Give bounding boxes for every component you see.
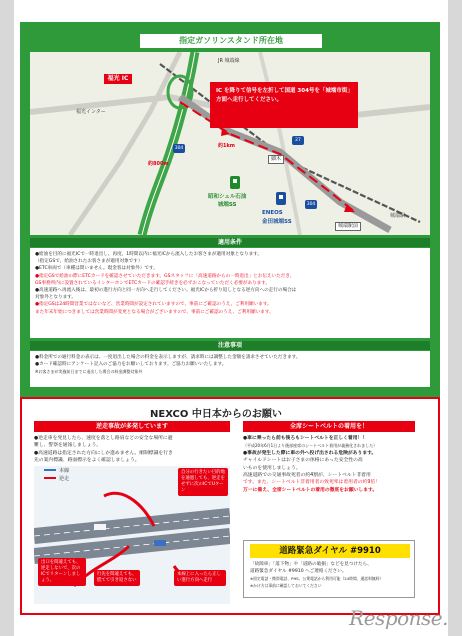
note-line: ●料金所での通行料金の表示は、一度退出した場合の料金を表示しますが、請求時には調整した金額を請求させていただきます。 xyxy=(35,355,301,360)
condition-line: （指定GSで、給油されたお客さまが適用対象です） xyxy=(35,259,143,265)
gas-station-1-icon xyxy=(230,176,240,189)
conditions-heading: 適用条件 xyxy=(30,238,430,247)
note-line: ●カード確認時にアンケート記入のご協力をお願いしております。ご協力お願いいたします。 xyxy=(35,362,227,368)
place-label-2: 城端駅前 xyxy=(335,222,361,231)
seatbelt-line: チャイルドシートはお子さまの体格にあった安全性の高 xyxy=(243,458,363,464)
diagram-note-3: 行先を間違えても、慌てて引き返さない xyxy=(94,570,140,586)
jr-line-label: JR 城端線 xyxy=(218,58,240,64)
diagram-note-4: 本線上に入ったら正しい進行方向へ走行 xyxy=(174,570,226,586)
wrong-way-diagram xyxy=(34,466,230,604)
condition-line: 対象外となります。 xyxy=(35,295,76,301)
seatbelt-heading: 全席シートベルトの着用を！ xyxy=(243,421,415,432)
route-badge-27: 27 xyxy=(292,136,304,145)
place-label-1: 細木 xyxy=(268,155,284,164)
emergency-dial-box xyxy=(243,540,415,598)
dial-line: ※かけ方は事前に確認しておいてください xyxy=(250,583,322,588)
map-title: 指定ガソリンスタンド所在地 xyxy=(140,34,322,48)
wrong-way-line: 難し、警察を通報しましょう。 xyxy=(34,443,102,449)
emergency-dial-title: 道路緊急ダイヤル #9910 xyxy=(250,544,410,558)
response-watermark: Response. xyxy=(349,606,448,630)
notes-heading: 注意事項 xyxy=(30,341,430,350)
seatbelt-line: ●車に乗ったら前も後ろもシートベルトを正しく着用！！ xyxy=(243,436,368,441)
gas-station-1-label: 昭和シェル石油 城端SS xyxy=(208,194,247,208)
condition-line: ●ETC車両で（車種は問いません。現金客は対象外）です。 xyxy=(35,266,158,272)
seatbelt-line: ●事故が発生した際に車の外へ投げ出される危険があります。 xyxy=(243,450,377,456)
dial-line: ※固定電話・携帯電話、PHS、公衆電話から利用可能（24時間、通話料無料） xyxy=(250,576,384,581)
wrong-way-heading: 逆走事故が多発しています xyxy=(34,421,230,432)
emergency-dial-text xyxy=(250,561,410,589)
route-callout: IC を降りて信号を左折して国道 304号を「城端市街」方面へ走行してください。 xyxy=(210,82,358,128)
ic-tag: 福光 IC xyxy=(104,74,132,84)
dial-line: 「故障車」「落下物」や「道路の破損」などを見つけたら、 xyxy=(250,562,372,567)
wrong-way-text xyxy=(34,435,232,465)
condition-line: ●高速道路へ再流入後は、最初の進行方向と同一方向へ走行してください。福光ICから折り返しとなる逆方向への走行の場合は xyxy=(35,288,297,294)
distance-label-1: 約1km xyxy=(218,143,236,149)
route-badge-304: 304 xyxy=(174,146,184,151)
wrong-way-line: 先の案内標識、路面標示をよく確認しましょう。 xyxy=(34,458,140,464)
conditions-box xyxy=(30,248,430,338)
condition-line: GS事務所内に設置されているインターホンでETCカードの確認手続きを必ずおこなっていただく必要があります。 xyxy=(35,280,271,286)
wrong-way-line: ●逆走車を発見したら、速度を落とし路肩などの安全な場所に避 xyxy=(34,436,173,441)
area-map xyxy=(30,52,430,235)
wrong-way-line: ●高速道路は指定された方向にしか進めません。順制標識を行き xyxy=(34,450,173,456)
condition-line: また年末年始につきましては営業時間が変更となる場合がございますので、事前にご確認のうえ、ご利用願います。 xyxy=(35,309,274,315)
gas-station-2-icon xyxy=(276,192,286,205)
seatbelt-line: （平成20年6月1日より後部座席のシートベルト着用が義務化されました） xyxy=(243,443,378,449)
nexco-title: NEXCO 中日本からのお願い xyxy=(150,409,282,420)
seatbelt-line: です。また、シートベルト非着用者の致死率は着用者の約9倍！ xyxy=(243,480,380,486)
seatbelt-text xyxy=(243,435,417,494)
dial-line: 道路緊急ダイヤル #9910 へご連絡ください。 xyxy=(250,569,347,574)
seatbelt-line: 万一に備え、全席シートベルトの着用の徹底をお願いします。 xyxy=(243,487,378,493)
condition-line: ●指定GSで給油の際にETCカードを確認させていただきます。GSスタッフに「高速道路からの一時退出」とお伝えいただき、 xyxy=(35,273,295,279)
diagram-note-2: 出口を間違えても、逆走しないで、次のICでリターンしましょう。 xyxy=(38,558,86,586)
distance-label-2: 約800m xyxy=(148,161,169,167)
station-label: 城端駅 xyxy=(390,213,406,219)
legend-wrong: 逆走 xyxy=(59,476,70,482)
notes-box xyxy=(30,351,430,387)
condition-line: ●給油を目的に福光ICで一時退出し、再度、1時間以内に福光ICから流入したお客さまが適用対象となります。 xyxy=(35,252,263,257)
gas-station-2-name: 金田城端SS xyxy=(262,219,292,225)
legend-main: 本線 xyxy=(59,468,70,474)
note-line: ※お客さまが実施前日までに退出した場合の料金調整対象外 xyxy=(35,369,143,375)
seatbelt-line: 高速道路での交通事故死者の約4割が、シートベルト非着用 xyxy=(243,473,371,479)
route-badge-304-south: 304 xyxy=(306,202,316,207)
interchange-label: 福光インター xyxy=(76,109,106,115)
condition-line: ●指定GSは24時間営業ではないなど、営業時間が設定されていますので、事前にご確認のうえ、ご利用願います。 xyxy=(35,302,272,308)
gas-station-2-brand: ENEOS xyxy=(262,210,283,216)
diagram-note-1: 自分の行きたい目的地を通過しても、逆走をせずに次のICでUターン xyxy=(178,468,228,496)
seatbelt-line: いものを使用しましょう。 xyxy=(243,465,301,471)
